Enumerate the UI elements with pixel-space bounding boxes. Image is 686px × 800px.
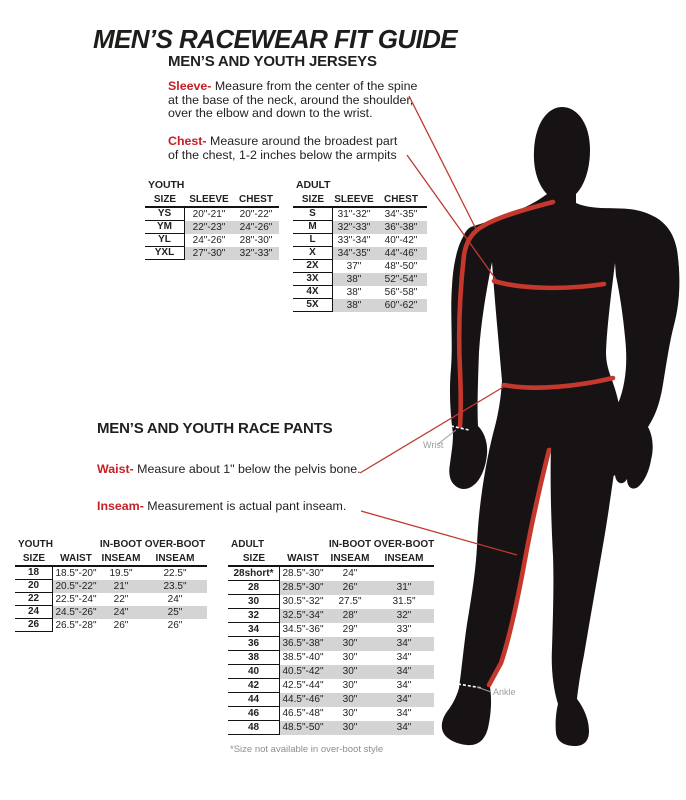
sleeve-term: Sleeve- — [168, 79, 212, 93]
value-cell: 19.5" — [109, 567, 133, 579]
value-cell: 34"-35" — [384, 208, 418, 220]
table-group-label: YOUTH — [148, 179, 185, 191]
sleeve-instructions — [168, 80, 417, 121]
size-cell: S — [293, 208, 333, 221]
value-cell: 26.5"-28" — [55, 619, 97, 631]
size-cell: 28 — [228, 581, 280, 595]
chest-line-2: of the chest, 1-2 inches below the armpits — [168, 147, 397, 162]
value-cell: 20.5"-22" — [53, 580, 99, 593]
sleeve-line-3: over the elbow and down to the wrist. — [168, 106, 373, 121]
column-header: SLEEVE — [333, 193, 375, 208]
column-header: INSEAM — [326, 552, 374, 567]
value-cell: 18.5"-20" — [55, 567, 97, 579]
chest-text: Measure around the broadest part — [210, 134, 398, 148]
size-cell: YXL — [145, 247, 185, 260]
column-header-spacer — [53, 538, 99, 552]
value-cell: 28.5"-30" — [280, 581, 326, 595]
column-header: IN-BOOT — [99, 539, 143, 550]
value-cell: 22.5" — [163, 567, 187, 579]
column-header: SIZE — [293, 193, 333, 208]
value-cell: 32"-33" — [233, 247, 279, 260]
value-cell: 25" — [143, 606, 207, 619]
value-cell: 24"-26" — [233, 221, 279, 234]
waist-instructions — [97, 463, 361, 477]
inseam-text: Measurement is actual pant inseam. — [147, 499, 347, 513]
size-cell: 46 — [228, 707, 280, 721]
value-cell: 22"-23" — [185, 221, 233, 234]
value-cell: 38" — [346, 286, 362, 298]
size-cell: L — [293, 234, 333, 247]
overboot-footnote: *Size not available in over-boot style — [230, 744, 384, 755]
size-cell: YL — [145, 234, 185, 247]
youth-jersey-grid — [145, 193, 279, 260]
value-cell: 30" — [342, 708, 358, 719]
value-cell: 32"-33" — [333, 221, 375, 234]
value-cell: 36.5"-38" — [280, 637, 326, 651]
value-cell: 28.5"-30" — [282, 568, 324, 579]
value-cell: 46.5"-48" — [282, 708, 324, 719]
value-cell: 24" — [167, 593, 183, 605]
inseam-term: Inseam- — [97, 499, 144, 513]
value-cell: 34" — [374, 693, 434, 707]
value-cell: 22.5"-24" — [55, 593, 97, 605]
value-cell: 21" — [99, 580, 143, 593]
jerseys-heading: MEN’S AND YOUTH JERSEYS — [168, 53, 377, 70]
value-cell: 34.5"-36" — [282, 624, 324, 635]
value-cell: 34" — [396, 680, 412, 691]
size-cell: 26 — [15, 619, 53, 632]
size-cell: 34 — [228, 623, 280, 637]
size-cell: 36 — [228, 637, 280, 651]
value-cell: 30" — [326, 693, 374, 707]
value-cell: 30" — [326, 721, 374, 735]
value-cell: 30.5"-32" — [282, 596, 324, 607]
size-cell: 44 — [228, 693, 280, 707]
value-cell: 30" — [342, 680, 358, 691]
value-cell: 33"-34" — [337, 234, 371, 246]
column-header: IN-BOOT — [328, 539, 372, 550]
youth-pants-grid — [15, 538, 207, 632]
value-cell: 27"-30" — [185, 247, 233, 260]
value-cell: 20"-22" — [239, 208, 273, 220]
value-cell: 31"-32" — [337, 208, 371, 220]
value-cell: 22" — [113, 593, 129, 605]
value-cell: 28" — [326, 609, 374, 623]
value-cell: 26" — [113, 619, 129, 631]
size-cell: M — [293, 221, 333, 234]
body-silhouette — [442, 107, 680, 746]
value-cell: 27.5" — [338, 596, 362, 607]
column-header: OVER-BOOT — [373, 539, 435, 550]
value-cell: 30" — [342, 652, 358, 663]
value-cell: 24" — [99, 606, 143, 619]
value-cell: 32" — [374, 609, 434, 623]
value-cell — [374, 567, 434, 581]
value-cell: 40"-42" — [384, 234, 418, 246]
size-cell: 38 — [228, 651, 280, 665]
value-cell: 34" — [396, 708, 412, 719]
value-cell: 34"-35" — [333, 247, 375, 260]
size-cell: X — [293, 247, 333, 260]
column-header: INSEAM — [99, 552, 143, 567]
value-cell: 30" — [326, 637, 374, 651]
column-header: WAIST — [53, 552, 99, 567]
value-cell: 24.5"-26" — [53, 606, 99, 619]
adult-pants-table — [228, 538, 434, 735]
youth-jersey-table — [145, 179, 279, 260]
sleeve-text: Measure from the center of the spine — [214, 79, 418, 93]
size-cell: 2X — [293, 260, 333, 273]
waist-term: Waist- — [97, 462, 134, 476]
adult-jersey-grid — [293, 193, 427, 312]
chest-line-1 — [168, 135, 397, 149]
pants-heading: MEN’S AND YOUTH RACE PANTS — [97, 420, 333, 437]
size-cell: 28short* — [228, 567, 280, 581]
size-cell: 5X — [293, 299, 333, 312]
value-cell: 34" — [374, 721, 434, 735]
table-group-label: YOUTH — [18, 539, 53, 550]
value-cell: 56"-58" — [384, 286, 418, 298]
value-cell: 60"-62" — [375, 299, 427, 312]
column-header-spacer — [280, 538, 326, 552]
column-header: SIZE — [228, 552, 280, 567]
value-cell: 24"-26" — [192, 234, 226, 246]
column-header: CHEST — [375, 193, 427, 208]
size-cell: 4X — [293, 286, 333, 299]
value-cell: 40.5"-42" — [280, 665, 326, 679]
chest-term: Chest- — [168, 134, 207, 148]
value-cell: 28"-30" — [239, 234, 273, 246]
value-cell: 44.5"-46" — [280, 693, 326, 707]
chest-instructions — [168, 135, 397, 162]
sleeve-line-1 — [168, 80, 417, 94]
value-cell: 31.5" — [392, 596, 416, 607]
column-header: INSEAM — [374, 552, 434, 567]
value-cell: 29" — [342, 624, 358, 635]
value-cell: 33" — [396, 624, 412, 635]
youth-pants-table — [15, 538, 207, 632]
column-header: SIZE — [145, 193, 185, 208]
table-group-label: ADULT — [231, 539, 265, 550]
value-cell: 31" — [374, 581, 434, 595]
value-cell: 30" — [326, 665, 374, 679]
value-cell: 38" — [333, 273, 375, 286]
column-header: SLEEVE — [185, 193, 233, 208]
size-cell: 30 — [228, 595, 280, 609]
size-cell: 42 — [228, 679, 280, 693]
value-cell: 26" — [167, 619, 183, 631]
column-header: SIZE — [15, 552, 53, 567]
value-cell: 23.5" — [143, 580, 207, 593]
adult-jersey-table — [293, 179, 427, 312]
size-cell: 40 — [228, 665, 280, 679]
value-cell: 26" — [326, 581, 374, 595]
value-cell: 20"-21" — [192, 208, 226, 220]
value-cell: 48"-50" — [384, 260, 418, 272]
size-cell: YS — [145, 208, 185, 221]
value-cell: 34" — [374, 637, 434, 651]
table-group-label: ADULT — [296, 179, 331, 191]
value-cell: 38" — [333, 299, 375, 312]
adult-pants-grid — [228, 538, 434, 735]
value-cell: 44"-46" — [375, 247, 427, 260]
value-cell: 38.5"-40" — [282, 652, 324, 663]
size-cell: 22 — [15, 593, 53, 606]
column-header: OVER-BOOT — [144, 539, 206, 550]
size-cell: 32 — [228, 609, 280, 623]
column-header: WAIST — [280, 552, 326, 567]
size-cell: 24 — [15, 606, 53, 619]
size-cell: 3X — [293, 273, 333, 286]
value-cell: 24" — [342, 568, 358, 579]
wrist-label: Wrist — [423, 440, 444, 450]
value-cell: 48.5"-50" — [280, 721, 326, 735]
size-cell: YM — [145, 221, 185, 234]
column-header: CHEST — [233, 193, 279, 208]
value-cell: 36"-38" — [375, 221, 427, 234]
size-cell: 20 — [15, 580, 53, 593]
page-title: MEN’S RACEWEAR FIT GUIDE — [93, 24, 458, 54]
value-cell: 34" — [374, 665, 434, 679]
value-cell: 52"-54" — [375, 273, 427, 286]
column-header: INSEAM — [143, 552, 207, 567]
waist-text: Measure about 1" below the pelvis bone. — [137, 462, 361, 476]
size-cell: 48 — [228, 721, 280, 735]
value-cell: 32.5"-34" — [280, 609, 326, 623]
value-cell: 42.5"-44" — [282, 680, 324, 691]
ankle-label: Ankle — [493, 687, 516, 697]
inseam-instructions — [97, 500, 346, 514]
value-cell: 37" — [346, 260, 362, 272]
value-cell: 34" — [396, 652, 412, 663]
size-cell: 18 — [15, 567, 53, 580]
sleeve-line-2: at the base of the neck, around the shoulder, — [168, 92, 414, 107]
